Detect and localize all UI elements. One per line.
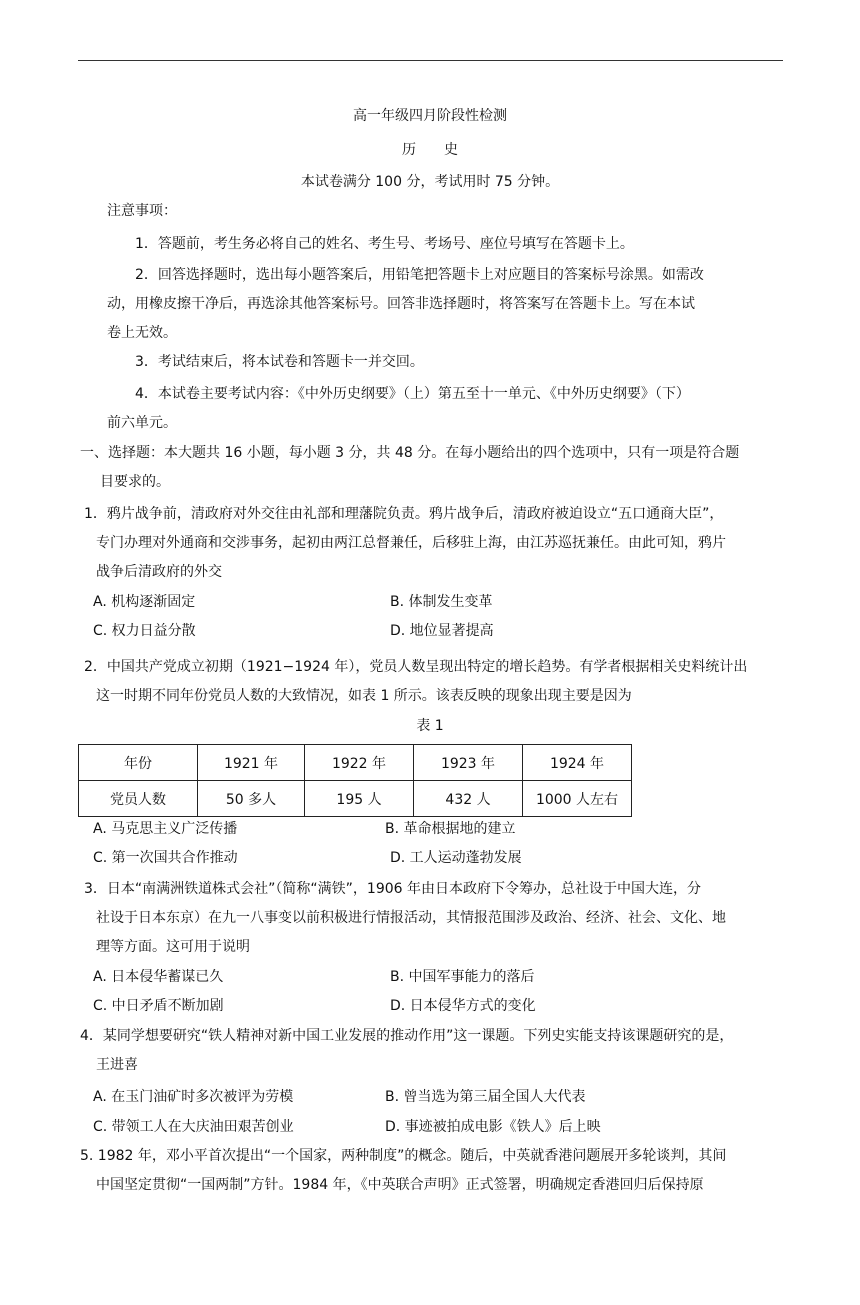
- q1-option-c: C. 权力日益分散: [93, 623, 196, 639]
- q2-stem-line2: 这一时期不同年份党员人数的大致情况，如表 1 所示。该表反映的现象出现主要是因为: [96, 688, 632, 704]
- q4-option-d: D. 事迹被拍成电影《铁人》后上映: [385, 1119, 601, 1135]
- note-2-line1: 2．回答选择题时，选出每小题答案后，用铅笔把答题卡上对应题目的答案标号涂黑。如需改: [135, 267, 704, 283]
- header-rule: [78, 60, 783, 61]
- section-heading-line1: 一、选择题：本大题共 16 小题，每小题 3 分，共 48 分。在每小题给出的四个选项中，只有一项是符合题: [80, 445, 740, 461]
- q4-stem-line2: 王进喜: [96, 1057, 138, 1073]
- table-cell: 50 多人: [198, 781, 305, 817]
- q4-option-a: A. 在玉门油矿时多次被评为劳模: [93, 1089, 294, 1105]
- q4-option-c: C. 带领工人在大庆油田艰苦创业: [93, 1119, 294, 1135]
- q5-stem-line1: 5. 1982 年，邓小平首次提出“一个国家，两种制度”的概念。随后，中英就香港问题展开多轮谈判，其间: [80, 1148, 727, 1164]
- q5-stem-line2: 中国坚定贯彻“一国两制”方针。1984 年，《中英联合声明》正式签署，明确规定香港回归后保持原: [96, 1177, 704, 1193]
- table-cell: 1000 人左右: [523, 781, 632, 817]
- table-cell: 195 人: [305, 781, 414, 817]
- note-2-line3: 卷上无效。: [107, 325, 177, 341]
- q1-option-b: B. 体制发生变革: [390, 594, 493, 610]
- table-cell: 1924 年: [523, 745, 632, 781]
- table-header-cell: 党员人数: [79, 781, 198, 817]
- table-cell: 1923 年: [414, 745, 523, 781]
- q4-stem-line1: 4．某同学想要研究“铁人精神对新中国工业发展的推动作用”这一课题。下列史实能支持该课题研究的是，: [80, 1028, 734, 1044]
- party-members-table: [78, 744, 632, 817]
- section-heading-line2: 目要求的。: [100, 474, 170, 490]
- q3-stem-line3: 理等方面。这可用于说明: [96, 939, 250, 955]
- table-row: [79, 745, 632, 781]
- q1-stem-line1: 1．鸦片战争前，清政府对外交往由礼部和理藩院负责。鸦片战争后，清政府被迫设立“五口通商大臣”，: [84, 506, 724, 522]
- table-cell: 1922 年: [305, 745, 414, 781]
- note-1: 1．答题前，考生务必将自己的姓名、考生号、考场号、座位号填写在答题卡上。: [135, 236, 634, 252]
- q3-option-a: A. 日本侵华蓄谋已久: [93, 969, 224, 985]
- q3-option-d: D. 日本侵华方式的变化: [390, 998, 536, 1014]
- q4-option-b: B. 曾当选为第三届全国人大代表: [385, 1089, 586, 1105]
- score-info: 本试卷满分 100 分，考试用时 75 分钟。: [300, 174, 560, 190]
- subject-title: 历 史: [402, 142, 458, 158]
- q1-option-a: A. 机构逐渐固定: [93, 594, 196, 610]
- q2-option-a: A. 马克思主义广泛传播: [93, 821, 238, 837]
- q1-stem-line3: 战争后清政府的外交: [96, 564, 222, 580]
- note-2-line2: 动，用橡皮擦干净后，再选涂其他答案标号。回答非选择题时，将答案写在答题卡上。写在本试: [107, 296, 695, 312]
- q1-option-d: D. 地位显著提高: [390, 623, 494, 639]
- q3-option-c: C. 中日矛盾不断加剧: [93, 998, 224, 1014]
- table-cell: 432 人: [414, 781, 523, 817]
- q3-stem-line2: 社设于日本东京）在九一八事变以前积极进行情报活动，其情报范围涉及政治、经济、社会、文化、地: [96, 910, 726, 926]
- notes-heading: 注意事项：: [107, 203, 177, 219]
- q1-stem-line2: 专门办理对外通商和交涉事务，起初由两江总督兼任，后移驻上海，由江苏巡抚兼任。由此可知，鸦片: [96, 535, 726, 551]
- table-header-cell: 年份: [79, 745, 198, 781]
- table-row: [79, 781, 632, 817]
- q3-option-b: B. 中国军事能力的落后: [390, 969, 535, 985]
- table-cell: 1921 年: [198, 745, 305, 781]
- q2-option-c: C. 第一次国共合作推动: [93, 850, 238, 866]
- exam-title: 高一年级四月阶段性检测: [353, 108, 507, 124]
- q2-option-b: B. 革命根据地的建立: [385, 821, 516, 837]
- q3-stem-line1: 3．日本“南满洲铁道株式会社”（简称“满铁”，1906 年由日本政府下令筹办，总社设于中国大连，分: [84, 881, 701, 897]
- note-4-line2: 前六单元。: [107, 415, 177, 431]
- q2-option-d: D. 工人运动蓬勃发展: [390, 850, 522, 866]
- note-3: 3．考试结束后，将本试卷和答题卡一并交回。: [135, 354, 424, 370]
- table-caption: 表 1: [416, 718, 444, 734]
- q2-stem-line1: 2．中国共产党成立初期（1921−1924 年），党员人数呈现出特定的增长趋势。有学者根据相关史料统计出: [84, 659, 748, 675]
- note-4-line1: 4．本试卷主要考试内容：《中外历史纲要》（上）第五至十一单元、《中外历史纲要》（下）: [135, 386, 690, 402]
